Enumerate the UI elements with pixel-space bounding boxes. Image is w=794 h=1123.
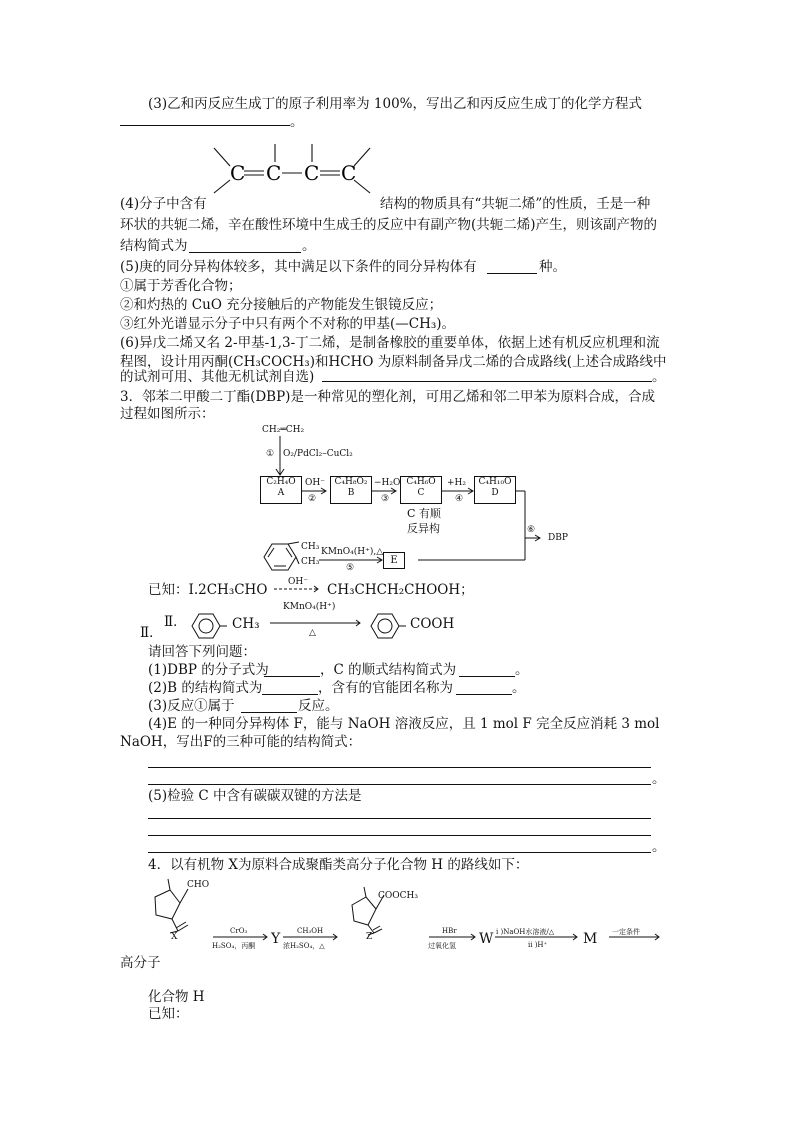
q3-part2-text-b: ，含有的官能团名称为 bbox=[318, 680, 453, 696]
q3-part3-text-b: 反应。 bbox=[298, 698, 339, 714]
q3-part5-text: (5)检验 C 中含有碳碳双键的方法是 bbox=[148, 788, 362, 804]
compound-e-label: E bbox=[390, 555, 398, 566]
step-final-condition: 一定条件 bbox=[612, 928, 640, 936]
step-final-arrow bbox=[608, 933, 662, 941]
q2-condition-2: ②和灼热的 CuO 充分接触后的产物能发生银镜反应； bbox=[120, 297, 443, 313]
step-hbr-conditions: 过氧化氢 bbox=[428, 942, 456, 950]
step1-number: ① bbox=[266, 449, 275, 459]
step-naoh-acidify: ii )H⁺ bbox=[528, 941, 548, 949]
q3-part1-blank-1[interactable] bbox=[264, 676, 320, 677]
q4-known: 已知： bbox=[148, 1006, 189, 1022]
step2-reagent: OH⁻ bbox=[305, 478, 325, 488]
q3-part2-text-a: (2)B 的结构简式为 bbox=[148, 680, 263, 696]
ethylene-label: CH₂═CH₂ bbox=[262, 425, 305, 435]
q3-part2-blank-2[interactable] bbox=[456, 694, 512, 695]
known-reaction-2-numeral: Ⅱ． bbox=[164, 614, 187, 630]
compound-e-box bbox=[383, 552, 405, 569]
c-note-line1: C 有顺 bbox=[407, 507, 441, 520]
known-reaction-2-reagent: KMnO₄(H⁺) bbox=[283, 602, 336, 612]
q4-tail-b: 化合物 H bbox=[148, 989, 205, 1005]
compound-b-box bbox=[330, 476, 372, 504]
compound-x-label: X bbox=[171, 932, 178, 942]
q2-condition-3: ③红外光谱显示分子中只有两个不对称的甲基(—CH₃)。 bbox=[120, 316, 456, 332]
q3-part1-end: 。 bbox=[515, 662, 529, 678]
xylene-ch3-top: CH₃ bbox=[301, 542, 320, 552]
compound-b-label: B bbox=[347, 488, 355, 498]
compound-b-formula: C₄H₈O₂ bbox=[334, 477, 368, 487]
q3-part1-text-b: ，C 的顺式结构简式为 bbox=[320, 662, 457, 678]
q2-part3-text: (3)乙和丙反应生成丁的原子利用率为 100%，写出乙和丙反应生成丁的化学方程式 bbox=[148, 96, 643, 112]
compound-y-label: Y bbox=[271, 931, 281, 947]
step-naoh-reagent: i )NaOH水溶液/△ bbox=[496, 928, 555, 936]
step3-number: ③ bbox=[381, 494, 390, 504]
q2-part3-period: 。 bbox=[290, 114, 304, 130]
compound-d-box bbox=[474, 476, 516, 504]
q3-part4-text-b: NaOH，写出F的三种可能的结构简式： bbox=[120, 734, 362, 750]
q3-part3-text-a: (3)反应①属于 bbox=[148, 698, 235, 714]
step-cro3-arrow bbox=[212, 933, 270, 941]
compound-d-formula: C₄H₁₀O bbox=[478, 477, 512, 487]
q2-part5-text-a: (5)庚的同分异构体较多，其中满足以下条件的同分异构体有 bbox=[120, 259, 477, 275]
known-reaction-2-arrow bbox=[268, 618, 364, 628]
benzoic-acid-cooh: COOH bbox=[410, 616, 455, 632]
compound-m-label: M bbox=[583, 931, 598, 947]
q4-tail-a: 高分子 bbox=[120, 955, 161, 971]
q3-part5-answer-line-3[interactable] bbox=[148, 852, 651, 853]
diene-carbon-2: C bbox=[266, 161, 282, 185]
benzoic-acid-benzene-ring bbox=[367, 610, 407, 642]
q2-part4-text-c: 环状的共轭二烯，辛在酸性环境中生成壬的反应中有副产物(共轭二烯)产生，则该副产物的 bbox=[120, 217, 658, 233]
q3-part4-answer-line-2[interactable] bbox=[148, 784, 651, 785]
step-methanol-arrow bbox=[282, 933, 340, 941]
known-reaction-1-catalyst: OH⁻ bbox=[288, 577, 308, 587]
q2-part6-text-a: (6)异戊二烯又名 2-甲基-1,3-丁二烯，是制备橡胶的重要单体，依据上述有机反应机理和流 bbox=[120, 335, 660, 351]
compound-z-label: Z bbox=[366, 932, 373, 942]
compound-a-box bbox=[260, 476, 302, 504]
step4-number: ④ bbox=[455, 494, 464, 504]
diene-carbon-1: C bbox=[230, 161, 246, 185]
step6-number: ⑥ bbox=[527, 525, 536, 535]
step-cro3-reagent: CrO₃ bbox=[230, 927, 248, 935]
q2-part4-period: 。 bbox=[302, 238, 316, 254]
toluene-ch3: CH₃ bbox=[232, 616, 260, 632]
q3-part5-answer-line-2[interactable] bbox=[148, 835, 651, 836]
q3-intro-b: 过程如图所示： bbox=[120, 406, 215, 422]
compound-d-label: D bbox=[491, 488, 499, 498]
c-note-line2: 反异构 bbox=[407, 522, 440, 535]
conjugated-diene-structure bbox=[206, 138, 376, 202]
q3-ask: 请回答下列问题： bbox=[148, 644, 256, 660]
step5-reagent: KMnO₄(H⁺),△ bbox=[321, 547, 384, 557]
compound-z-cooch3: COOCH₃ bbox=[378, 891, 418, 901]
step-methanol-reagent: CH₃OH bbox=[297, 927, 324, 935]
q2-part6-text-b: 程图，设计用丙酮(CH₃COCH₃)和HCHO 为原料制备异戊二烯的合成路线(上述合成路线中 bbox=[120, 354, 667, 370]
compound-c-box bbox=[400, 476, 442, 504]
q2-part3-answer-blank[interactable] bbox=[120, 125, 290, 126]
step-hbr-arrow bbox=[428, 933, 478, 941]
q2-part6-answer-blank[interactable] bbox=[322, 381, 652, 382]
q3-intro-a: 3．邻苯二甲酸二丁酯(DBP)是一种常见的塑化剂，可用乙烯和邻二甲苯为原料合成，合成 bbox=[120, 389, 655, 405]
known-reaction-2-label: Ⅱ． bbox=[140, 625, 163, 641]
q3-part3-blank[interactable] bbox=[241, 712, 297, 713]
q3-part4-text-a: (4)E 的一种同分异构体 F，能与 NaOH 溶液反应，且 1 mol F 完全反应消耗 3 mol bbox=[148, 716, 660, 732]
known-reaction-2-heat: △ bbox=[309, 628, 316, 638]
compound-x-cho: CHO bbox=[187, 880, 210, 890]
known-reaction-1-arrow bbox=[272, 584, 322, 594]
dbp-label: DBP bbox=[548, 533, 568, 543]
step4-reagent: +H₂ bbox=[447, 478, 466, 488]
q2-condition-1: ①属于芳香化合物； bbox=[120, 278, 242, 294]
q3-part4-end: 。 bbox=[652, 771, 666, 787]
diene-carbon-3: C bbox=[304, 161, 320, 185]
step5-number: ⑤ bbox=[346, 563, 355, 573]
q3-part5-answer-line-1[interactable] bbox=[148, 818, 651, 819]
q3-part1-blank-2[interactable] bbox=[459, 676, 515, 677]
q2-part4-text-d: 结构简式为 bbox=[120, 238, 188, 254]
q3-part1-text-a: (1)DBP 的分子式为 bbox=[148, 662, 269, 678]
q2-part4-text-b: 结构的物质具有“共轭二烯”的性质，壬是一种 bbox=[380, 196, 651, 212]
compound-w-label: W bbox=[479, 931, 494, 947]
known-reaction-1-reactant: 已知：Ⅰ.2CH₃CHO bbox=[148, 582, 268, 598]
compound-c-label: C bbox=[417, 488, 425, 498]
step2-number: ② bbox=[308, 494, 317, 504]
q4-intro: 4．以有机物 X为原料合成聚酯类高分子化合物 H 的路线如下： bbox=[148, 857, 529, 873]
q3-part4-answer-line-1[interactable] bbox=[148, 767, 651, 768]
compound-a-label: A bbox=[277, 488, 285, 498]
compound-a-formula: C₂H₄O bbox=[266, 477, 296, 487]
diene-carbon-4: C bbox=[341, 161, 357, 185]
q3-part2-blank-1[interactable] bbox=[262, 694, 318, 695]
step-methanol-conditions: 浓H₂SO₄，△ bbox=[283, 942, 325, 950]
q2-part4-text-a: (4)分子中含有 bbox=[120, 196, 207, 212]
step3-reagent: −H₂O bbox=[374, 478, 401, 488]
step-cro3-conditions: H₂SO₄，丙酮 bbox=[212, 942, 256, 950]
step-naoh-arrow bbox=[494, 933, 580, 941]
q2-part6-text-c: 的试剂可用、其他无机试剂自选) bbox=[120, 369, 315, 385]
q3-part2-end: 。 bbox=[512, 680, 526, 696]
q2-part6-period: 。 bbox=[652, 369, 666, 385]
q2-part5-answer-blank[interactable] bbox=[487, 273, 537, 274]
step1-reagent: O₂/PdCl₂–CuCl₂ bbox=[283, 449, 353, 459]
known-reaction-1-product: CH₃CHCH₂CHOOH； bbox=[327, 582, 474, 598]
q2-part4-answer-blank[interactable] bbox=[189, 252, 301, 253]
xylene-ch3-bottom: CH₃ bbox=[301, 557, 320, 567]
step-hbr-reagent: HBr bbox=[442, 927, 457, 935]
compound-c-formula: C₄H₆O bbox=[406, 477, 436, 487]
toluene-benzene-ring bbox=[188, 610, 228, 642]
q3-part5-end: 。 bbox=[652, 839, 666, 855]
q2-part5-text-b: 种。 bbox=[539, 259, 566, 275]
